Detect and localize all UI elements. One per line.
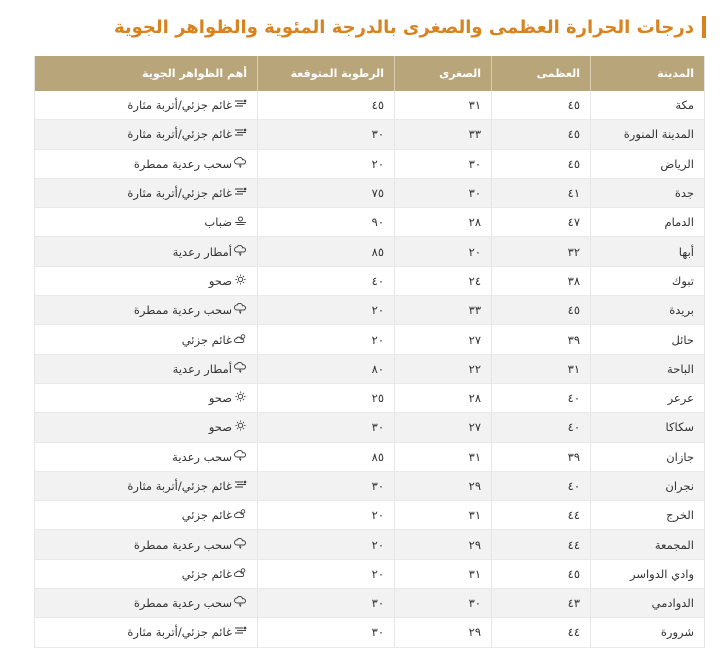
page-header (20, 12, 706, 42)
cell-weather (35, 296, 258, 325)
table-row (35, 296, 705, 325)
weather-condition (127, 98, 247, 112)
cell-humidity: ٣٠ (258, 120, 395, 149)
cell-city: مكة (591, 91, 705, 120)
cell-min: ٣٠ (395, 149, 492, 178)
cell-humidity: ٢٠ (258, 296, 395, 325)
table-row (35, 471, 705, 500)
weather-condition (182, 567, 247, 581)
cell-humidity: ٢٠ (258, 149, 395, 178)
table-row (35, 383, 705, 412)
cell-humidity: ٢٠ (258, 559, 395, 588)
table-row (35, 354, 705, 383)
dust-haze-icon (234, 479, 247, 493)
cell-city: تبوك (591, 266, 705, 295)
table-row (35, 237, 705, 266)
cell-min: ٣٠ (395, 178, 492, 207)
weather-label: صحو (208, 273, 232, 288)
weather-condition (134, 303, 247, 317)
thunder-cloud-icon (234, 450, 247, 464)
cell-min: ٢٩ (395, 530, 492, 559)
partly-cloudy-icon (234, 333, 247, 347)
cell-max: ٣٨ (492, 266, 591, 295)
weather-condition (173, 245, 247, 259)
dust-haze-icon (234, 98, 247, 112)
table-row (35, 501, 705, 530)
table-row (35, 442, 705, 471)
cell-humidity: ٨٥ (258, 442, 395, 471)
sun-icon (234, 420, 247, 434)
table-header-row (35, 56, 705, 91)
cell-weather (35, 501, 258, 530)
table-row (35, 208, 705, 237)
cell-weather (35, 266, 258, 295)
table-row (35, 325, 705, 354)
cell-min: ٢٨ (395, 383, 492, 412)
cell-max: ٤٥ (492, 120, 591, 149)
weather-condition (127, 479, 247, 493)
weather-condition (182, 508, 247, 522)
cell-weather (35, 208, 258, 237)
table-row (35, 149, 705, 178)
cell-weather (35, 120, 258, 149)
cell-city: الرياض (591, 149, 705, 178)
cell-max: ٤٧ (492, 208, 591, 237)
cell-min: ٢٩ (395, 618, 492, 647)
cell-humidity: ٢٥ (258, 383, 395, 412)
cell-max: ٣٩ (492, 325, 591, 354)
partly-cloudy-icon (234, 508, 247, 522)
header-city: المدينة (591, 56, 705, 91)
weather-label: أمطار رعدية (172, 244, 232, 259)
table-row (35, 266, 705, 295)
cell-humidity: ٢٠ (258, 501, 395, 530)
sun-icon (234, 274, 247, 288)
cell-weather (35, 237, 258, 266)
table-row (35, 530, 705, 559)
weather-condition (134, 538, 247, 552)
weather-condition (172, 450, 247, 464)
thunder-rain-cloud-icon (234, 596, 247, 610)
weather-label: غائم جزئي (181, 566, 232, 581)
cell-weather (35, 91, 258, 120)
weather-condition (182, 333, 247, 347)
cell-min: ٣٠ (395, 589, 492, 618)
cell-city: الباحة (591, 354, 705, 383)
cell-city: الدمام (591, 208, 705, 237)
weather-condition (204, 215, 247, 229)
cell-max: ٤٥ (492, 149, 591, 178)
thunder-rain-cloud-icon (234, 157, 247, 171)
cell-humidity: ٣٠ (258, 413, 395, 442)
header-humidity: الرطوبة المتوقعة (258, 56, 395, 91)
cell-city: أبها (591, 237, 705, 266)
thunder-rain-cloud-icon (234, 245, 247, 259)
cell-humidity: ٣٠ (258, 589, 395, 618)
table-row (35, 559, 705, 588)
weather-table (34, 56, 705, 648)
table-row (35, 618, 705, 647)
cell-min: ٢٢ (395, 354, 492, 383)
cell-max: ٤١ (492, 178, 591, 207)
weather-label: غائم جزئي (181, 332, 232, 347)
cell-weather (35, 530, 258, 559)
cell-max: ٤٠ (492, 471, 591, 500)
cell-city: سكاكا (591, 413, 705, 442)
cell-min: ٣١ (395, 442, 492, 471)
cell-min: ٢٤ (395, 266, 492, 295)
weather-label: غائم جزئي/أتربة مثارة (127, 479, 232, 493)
cell-weather (35, 178, 258, 207)
cell-min: ٣١ (395, 501, 492, 530)
cell-city: الخرج (591, 501, 705, 530)
cell-min: ٢٩ (395, 471, 492, 500)
cell-humidity: ٣٠ (258, 471, 395, 500)
cell-max: ٤٤ (492, 530, 591, 559)
cell-min: ٢٨ (395, 208, 492, 237)
cell-humidity: ٢٠ (258, 530, 395, 559)
table-row (35, 413, 705, 442)
cell-min: ٣١ (395, 91, 492, 120)
cell-weather (35, 589, 258, 618)
table-row (35, 120, 705, 149)
cell-humidity: ٨٠ (258, 354, 395, 383)
weather-label: سحب رعدية (172, 449, 232, 464)
cell-city: شرورة (591, 618, 705, 647)
cell-weather (35, 149, 258, 178)
cell-humidity: ٧٥ (258, 178, 395, 207)
thunder-rain-cloud-icon (234, 362, 247, 376)
dust-haze-icon (234, 625, 247, 639)
fog-icon (234, 215, 247, 229)
cell-max: ٤٥ (492, 296, 591, 325)
weather-label: أمطار رعدية (172, 361, 232, 376)
table-row (35, 178, 705, 207)
cell-max: ٤٠ (492, 413, 591, 442)
cell-city: عرعر (591, 383, 705, 412)
cell-humidity: ٤٥ (258, 91, 395, 120)
weather-condition (173, 362, 247, 376)
weather-label: غائم جزئي (181, 508, 232, 523)
weather-condition (209, 420, 247, 434)
cell-humidity: ٣٠ (258, 618, 395, 647)
cell-max: ٤٠ (492, 383, 591, 412)
cell-city: المجمعة (591, 530, 705, 559)
cell-min: ٢٠ (395, 237, 492, 266)
cell-max: ٤٣ (492, 589, 591, 618)
weather-label: سحب رعدية ممطرة (133, 596, 232, 611)
cell-min: ٣١ (395, 559, 492, 588)
cell-max: ٤٤ (492, 618, 591, 647)
cell-weather (35, 559, 258, 588)
weather-label: غائم جزئي/أتربة مثارة (127, 625, 232, 640)
cell-humidity: ٩٠ (258, 208, 395, 237)
weather-condition (127, 186, 247, 200)
cell-city: الدوادمي (591, 589, 705, 618)
weather-condition (209, 274, 247, 288)
cell-max: ٣٢ (492, 237, 591, 266)
cell-weather (35, 471, 258, 500)
weather-label: صحو (208, 391, 232, 406)
weather-label: غائم جزئي/أتربة مثارة (127, 127, 232, 142)
dust-haze-icon (234, 186, 247, 200)
header-max: العظمى (492, 56, 591, 91)
weather-condition (134, 596, 247, 610)
weather-label: غائم جزئي/أتربة مثارة (127, 98, 232, 113)
weather-label: سحب رعدية ممطرة (133, 537, 232, 552)
weather-label: ضباب (204, 215, 232, 230)
cell-max: ٤٤ (492, 501, 591, 530)
cell-weather (35, 354, 258, 383)
weather-condition (127, 127, 247, 141)
weather-label: غائم جزئي/أتربة مثارة (127, 186, 232, 201)
weather-condition (134, 157, 247, 171)
cell-max: ٣١ (492, 354, 591, 383)
cell-weather (35, 383, 258, 412)
cell-humidity: ٤٠ (258, 266, 395, 295)
cell-min: ٢٧ (395, 325, 492, 354)
cell-city: حائل (591, 325, 705, 354)
cell-max: ٣٩ (492, 442, 591, 471)
table-body (35, 91, 705, 647)
cell-min: ٢٧ (395, 413, 492, 442)
weather-label: صحو (208, 420, 232, 435)
table-row (35, 91, 705, 120)
thunder-rain-cloud-icon (234, 303, 247, 317)
weather-label: سحب رعدية ممطرة (133, 303, 232, 318)
cell-min: ٣٣ (395, 296, 492, 325)
weather-condition (209, 391, 247, 405)
partly-cloudy-icon (234, 567, 247, 581)
weather-label: سحب رعدية ممطرة (133, 156, 232, 171)
cell-city: المدينة المنورة (591, 120, 705, 149)
cell-weather (35, 325, 258, 354)
thunder-rain-cloud-icon (234, 538, 247, 552)
cell-city: بريدة (591, 296, 705, 325)
cell-humidity: ٢٠ (258, 325, 395, 354)
title-accent-bar (702, 16, 706, 38)
cell-city: نجران (591, 471, 705, 500)
table-row (35, 589, 705, 618)
header-weather: أهم الظواهر الجوية (35, 56, 258, 91)
cell-city: جدة (591, 178, 705, 207)
header-min: الصغرى (395, 56, 492, 91)
cell-humidity: ٨٥ (258, 237, 395, 266)
weather-condition (127, 625, 247, 639)
sun-icon (234, 391, 247, 405)
cell-city: جازان (591, 442, 705, 471)
cell-city: وادي الدواسر (591, 559, 705, 588)
cell-min: ٣٣ (395, 120, 492, 149)
dust-haze-icon (234, 127, 247, 141)
cell-weather (35, 442, 258, 471)
cell-weather (35, 413, 258, 442)
cell-max: ٤٥ (492, 559, 591, 588)
cell-weather (35, 618, 258, 647)
page-title: درجات الحرارة العظمى والصغرى بالدرجة المئوية والظواهر الجوية (113, 16, 694, 38)
cell-max: ٤٥ (492, 91, 591, 120)
